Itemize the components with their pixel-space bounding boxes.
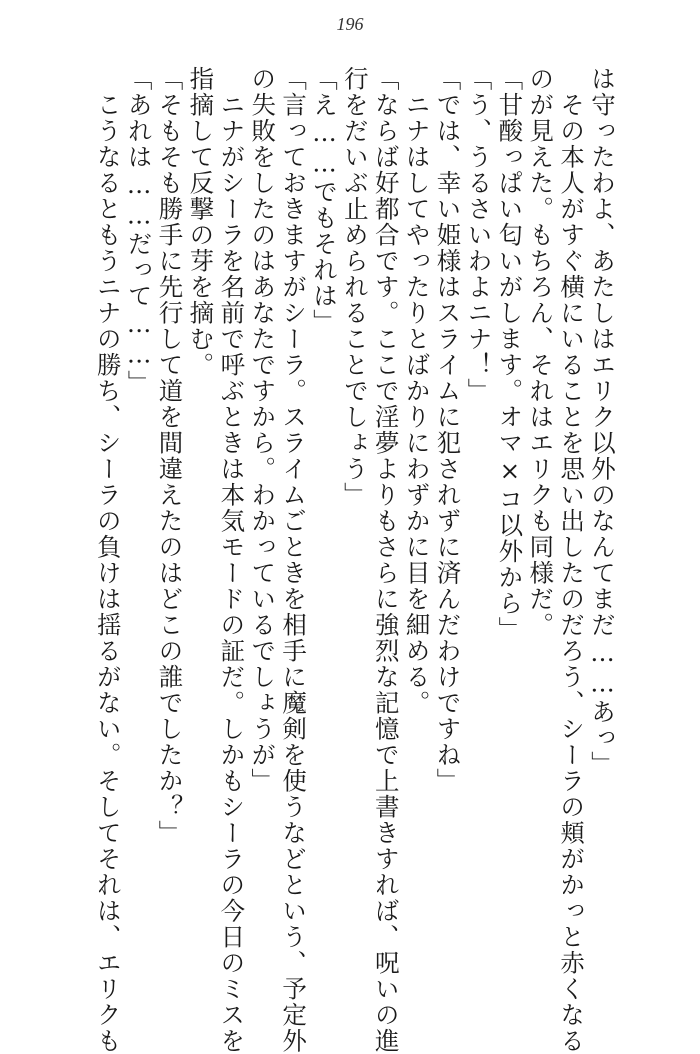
text-line: 「え……でもそれは」: [309, 66, 339, 335]
text-line: その本人がすぐ横にいることを思い出したのだろう、シーラの頬がかっと赤くなる: [557, 66, 587, 1054]
vertical-text-body: [93, 66, 617, 1054]
page-number: 196: [336, 14, 364, 34]
text-line: 「ならば好都合です。ここで淫夢よりもさらに強烈な記憶で上書きすれば、呪いの進: [371, 66, 401, 1054]
text-line: 行をだいぶ止められることでしょう」: [340, 66, 370, 508]
text-line: こうなるともうニナの勝ち、シーラの負けは揺るがない。そしてそれは、エリクも: [93, 66, 123, 1054]
text-line: の失敗をしたのはあなたですから。わかっているでしょうが」: [248, 66, 278, 794]
text-line: 「では、幸い姫様はスライムに犯されずに済んだわけですね」: [433, 66, 463, 794]
text-line: ニナがシーラを名前で呼ぶときは本気モードの証だ。しかもシーラの今日のミスを: [217, 66, 247, 1054]
text-line: は守ったわよ、あたしはエリク以外のなんてまだ……あっ」: [588, 66, 617, 777]
text-line: 「そもそも勝手に先行して道を間違えたのはどこの誰でしたか？」: [155, 66, 185, 846]
text-line: 「甘酸っぱい匂いがします。オマ×コ以外から」: [495, 66, 525, 643]
text-line: 「う、うるさいわよニナ！」: [464, 66, 494, 404]
text-line: 指摘して反撃の芽を摘む。: [186, 66, 216, 378]
text-line: 「あれは……だって……」: [124, 66, 154, 396]
text-line: のが見えた。もちろん、それはエリクも同様だ。: [526, 66, 556, 638]
text-line: 「言っておきますがシーラ。スライムごときを相手に魔剣を使うなどという、予定外: [279, 66, 309, 1054]
text-line: ニナはしてやったりとばかりにわずかに目を細める。: [402, 66, 432, 716]
